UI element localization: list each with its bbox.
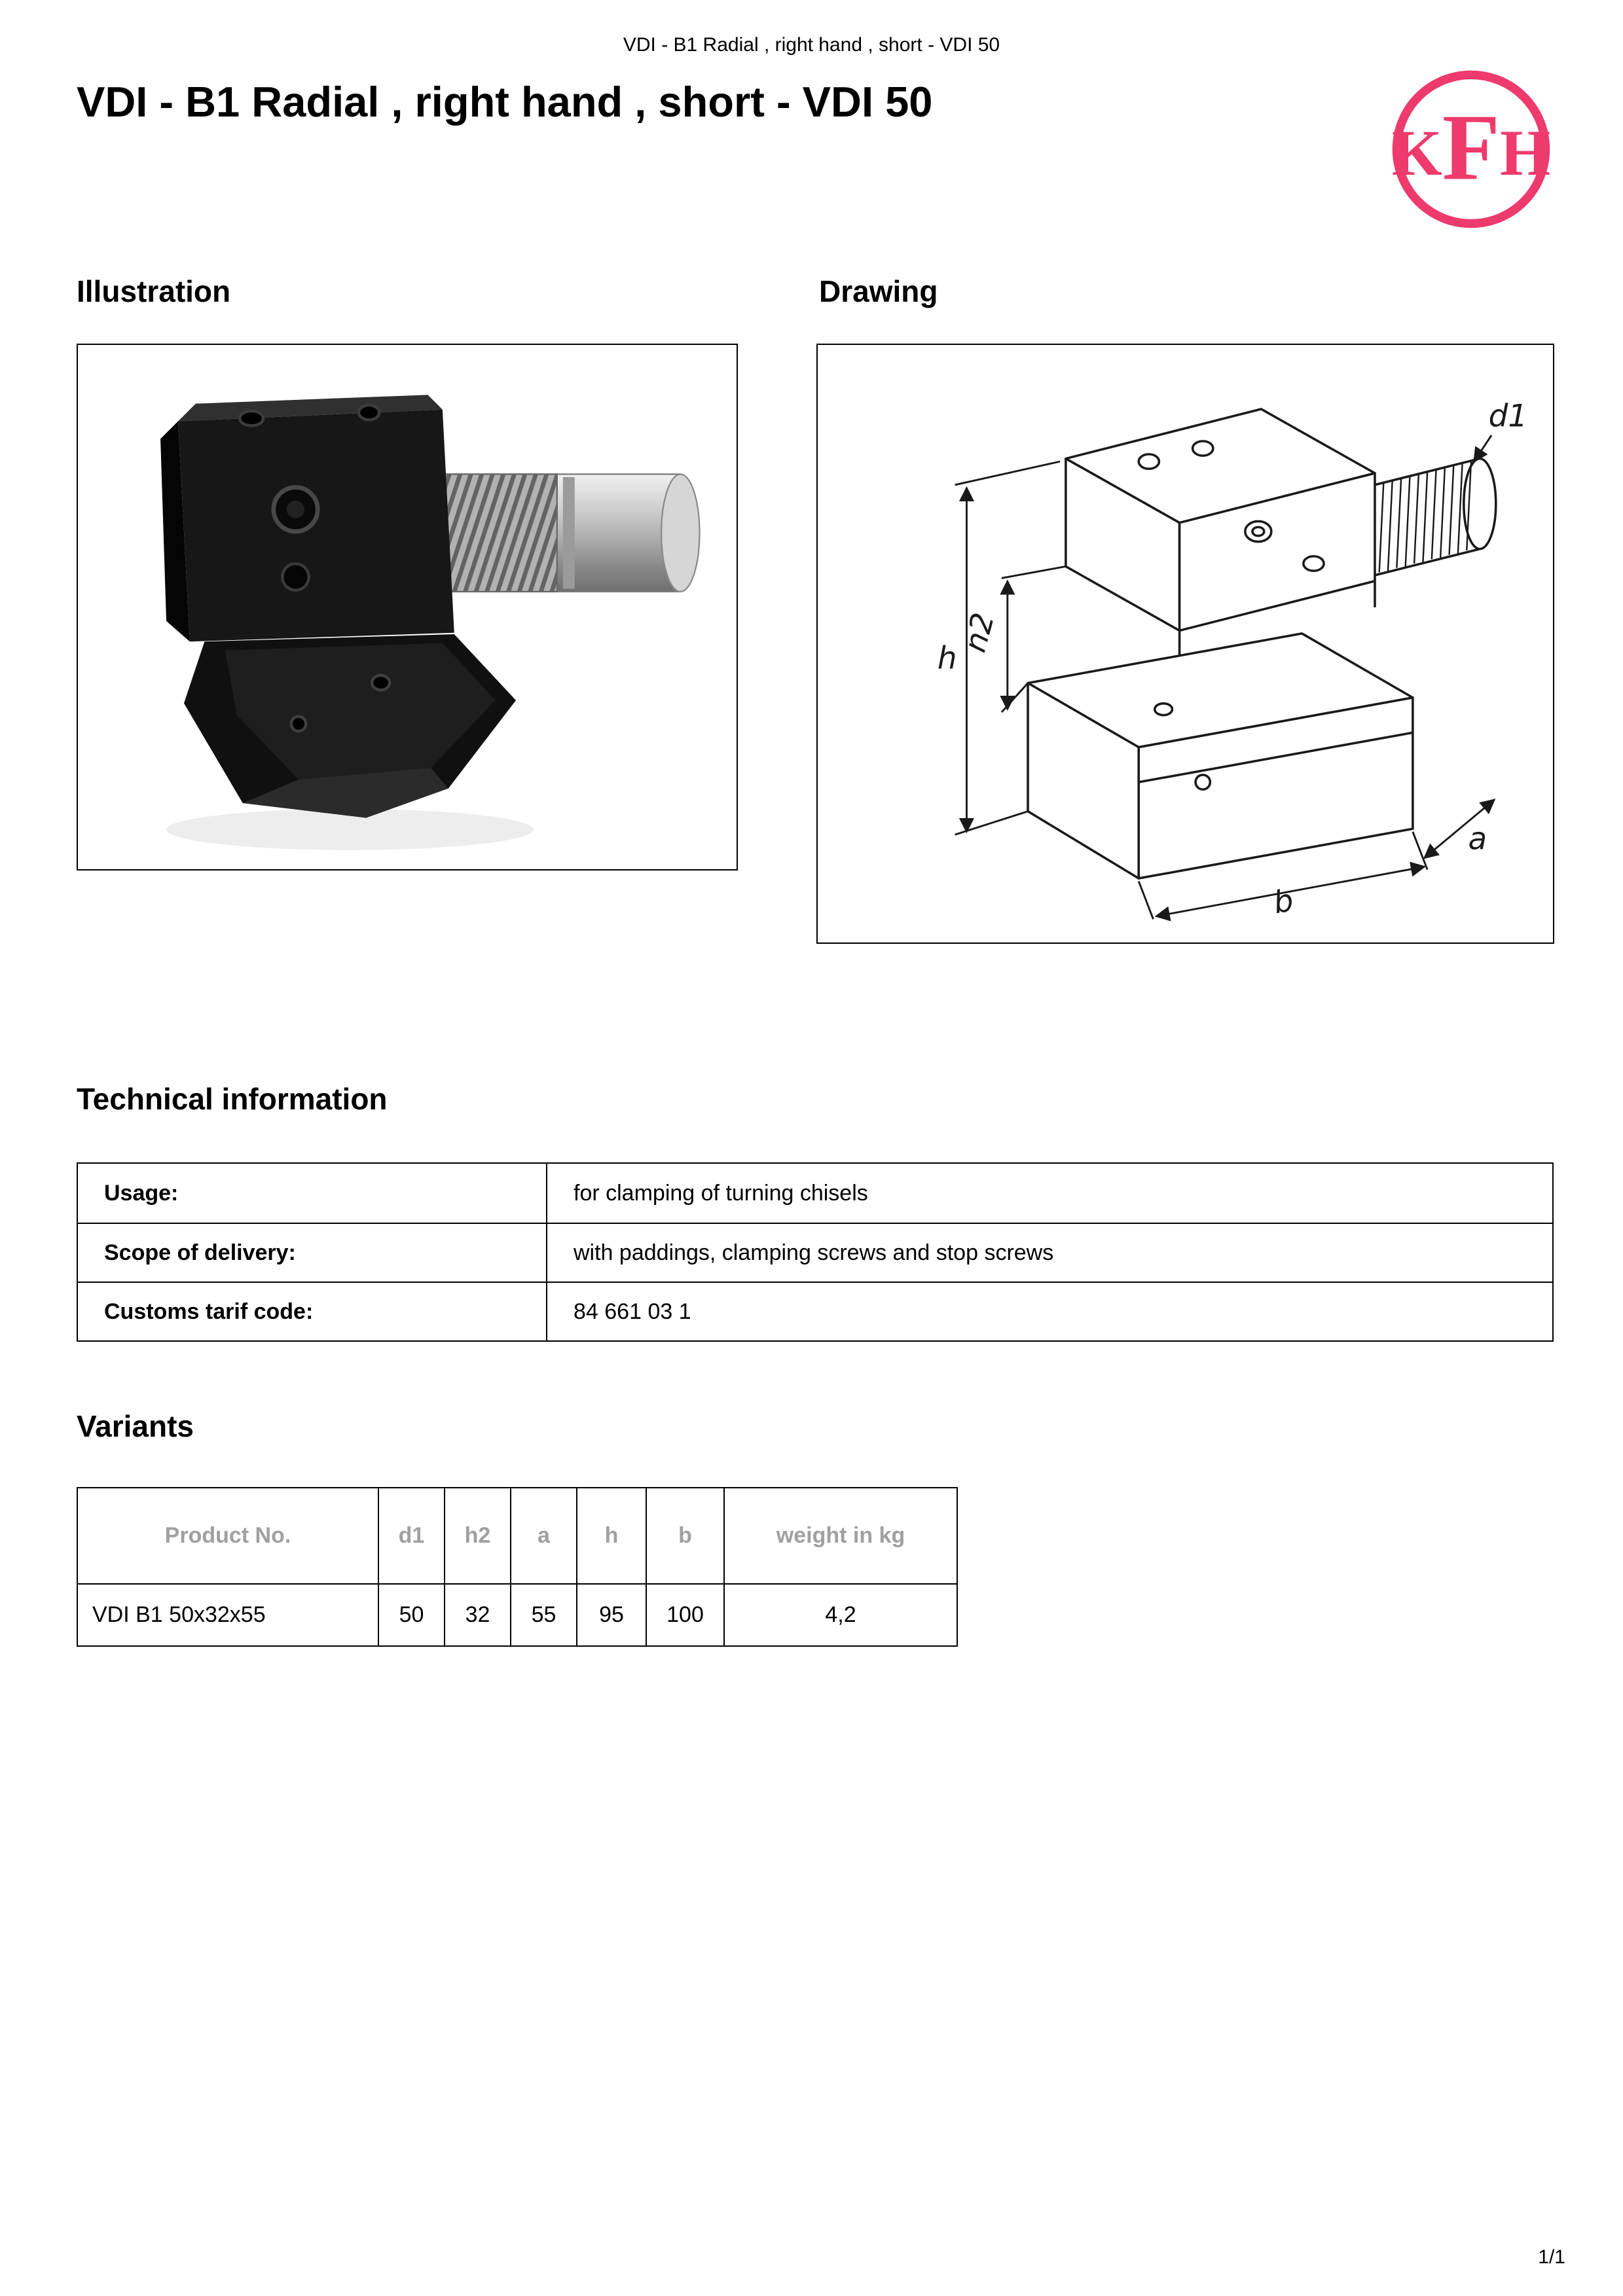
technical-heading: Technical information bbox=[77, 1082, 388, 1116]
tech-row-label: Usage: bbox=[78, 1164, 547, 1223]
variant-d1: 50 bbox=[378, 1583, 444, 1645]
tech-row-label: Scope of delivery: bbox=[78, 1223, 547, 1282]
tech-row-value: for clamping of turning chisels bbox=[574, 1180, 868, 1206]
page-number: 1/1 bbox=[1538, 2246, 1565, 2268]
variants-col-header: Product No. bbox=[164, 1523, 291, 1548]
kfh-logo bbox=[1387, 65, 1555, 233]
variant-b: 100 bbox=[646, 1583, 723, 1645]
tool-holder-base bbox=[184, 634, 516, 817]
logo-letter-h: H bbox=[1500, 118, 1551, 190]
dim-label-b: b bbox=[1271, 882, 1296, 922]
variants-heading: Variants bbox=[77, 1409, 194, 1443]
tool-holder-body bbox=[160, 395, 454, 641]
logo-letter-f: F bbox=[1442, 95, 1501, 200]
variant-product-no: VDI B1 50x32x55 bbox=[78, 1583, 378, 1645]
variant-weight: 4,2 bbox=[723, 1583, 957, 1645]
variant-h: 95 bbox=[576, 1583, 646, 1645]
dim-label-a: a bbox=[1468, 821, 1487, 857]
running-header: VDI - B1 Radial , right hand , short - VDI 50 bbox=[623, 34, 1000, 56]
illustration-frame bbox=[77, 344, 738, 870]
page-title: VDI - B1 Radial , right hand , short - VDI 50 bbox=[77, 78, 933, 126]
tool-shank bbox=[431, 474, 700, 591]
technical-info-table bbox=[77, 1162, 1554, 1342]
tech-row-value: 84 661 03 1 bbox=[547, 1282, 1552, 1340]
dim-label-n2: n2 bbox=[957, 609, 1002, 656]
dim-label-h: h bbox=[937, 641, 957, 677]
variant-h2: 32 bbox=[444, 1583, 510, 1645]
variants-table bbox=[77, 1487, 958, 1647]
logo-letters bbox=[1392, 95, 1550, 200]
drawing-outline bbox=[1028, 409, 1496, 878]
variants-col-header: h2 bbox=[444, 1488, 510, 1583]
variants-col-header: d1 bbox=[378, 1488, 444, 1583]
tech-row-value: with paddings, clamping screws and stop screws bbox=[547, 1223, 1552, 1282]
dim-label-d1: d1 bbox=[1488, 399, 1528, 435]
tech-row-label: Customs tarif code: bbox=[78, 1282, 547, 1340]
variants-col-header: weight in kg bbox=[723, 1488, 957, 1583]
drawing-image bbox=[818, 345, 1553, 942]
variants-col-header: h bbox=[576, 1488, 646, 1583]
variants-col-header: a bbox=[510, 1488, 576, 1583]
logo-letter-k: K bbox=[1391, 118, 1442, 190]
variant-a: 55 bbox=[510, 1583, 576, 1645]
illustration-heading: Illustration bbox=[77, 274, 231, 308]
drawing-heading: Drawing bbox=[819, 274, 938, 308]
drawing-frame bbox=[816, 344, 1554, 944]
illustration-image bbox=[78, 345, 737, 869]
variants-col-header: b bbox=[646, 1488, 723, 1583]
